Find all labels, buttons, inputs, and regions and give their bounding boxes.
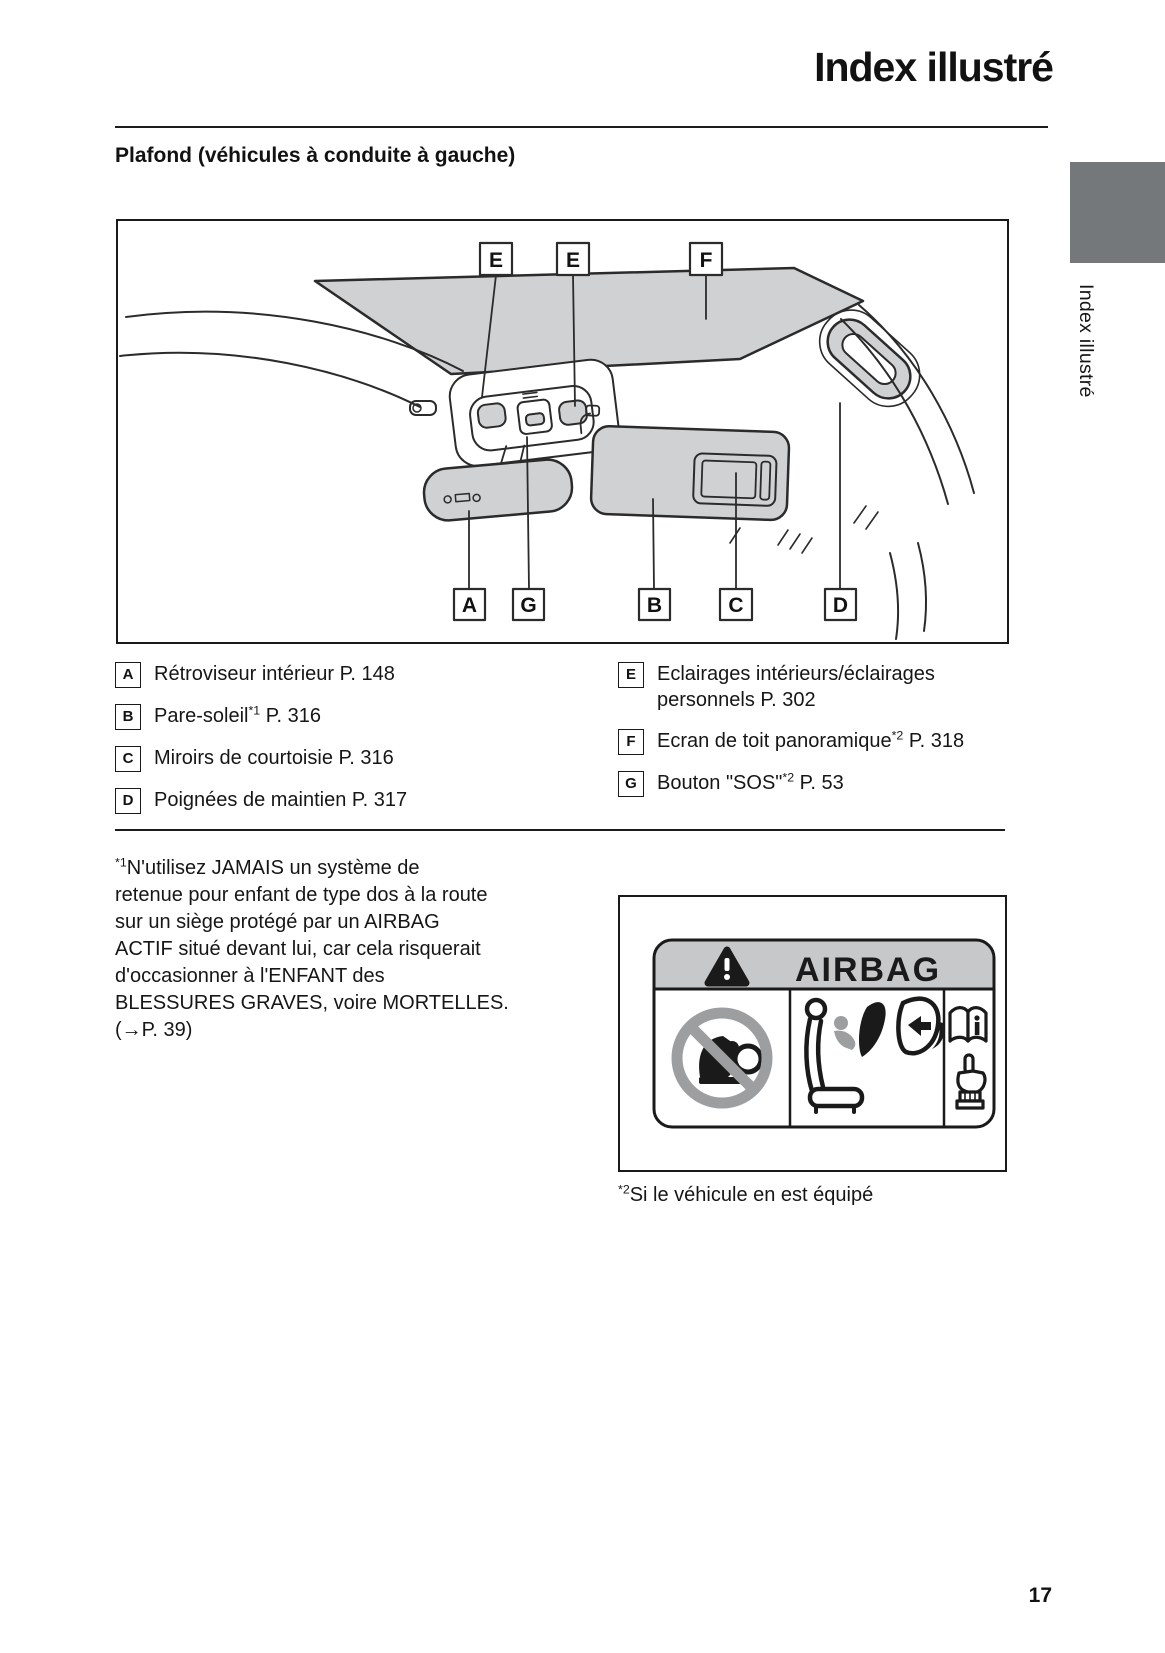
airbag-label-title: AIRBAG (794, 951, 942, 989)
sos-button (525, 413, 544, 426)
callout-letter-D: D (832, 594, 849, 617)
legend-key-f: F (618, 729, 644, 755)
ceiling-diagram-figure (116, 219, 1009, 644)
legend-item-c (115, 745, 585, 772)
legend-item-e (618, 661, 1010, 713)
legend-key-c: C (115, 746, 141, 772)
callout-letter-C: C (728, 594, 744, 617)
legend-text-c: Miroirs de courtoisie P. 316 (154, 747, 394, 769)
legend-right-column (618, 661, 1010, 797)
interior-light-right (558, 400, 588, 426)
callout-letter-E: E (565, 249, 581, 272)
legend-item-b (115, 703, 585, 730)
footnote-1: $^{*1}$N'utilisez JAMAIS un système de retenue pour enfant de type dos à la route sur un siège protégé par un AIRBAG ACTIF situé devant lui, car cela risquerait d'occasionner à l'ENFANT des BLESSURES GRAVES, voire MORTELLES. (→P. 39) (115, 855, 509, 1041)
legend-text-g: Bouton "SOS"$^{*2}$ P. 53 (657, 770, 844, 794)
page-title: Index illustré (814, 44, 1053, 90)
pillar-trim-line (890, 553, 898, 639)
callout-letter-G: G (520, 594, 537, 617)
airbag-warning-label (620, 897, 1005, 1170)
panoramic-roof-screen (315, 268, 863, 374)
callout-letter-E: E (488, 249, 504, 272)
legend-text-d: Poignées de maintien P. 317 (154, 789, 408, 811)
chapter-tab (1070, 162, 1165, 263)
pillar-trim-line (918, 543, 926, 631)
callout-letter-F: F (699, 249, 713, 272)
legend-key-a: A (115, 662, 141, 688)
legend-divider-rule (115, 829, 1005, 831)
legend-key-g: G (618, 771, 644, 797)
a-pillar-line (859, 305, 974, 493)
legend-item-d (115, 787, 585, 814)
legend-item-a (115, 661, 585, 688)
legend-key-d: D (115, 788, 141, 814)
legend-item-f (618, 728, 1010, 755)
headliner-edge-line (120, 353, 420, 407)
legend-left-column (115, 661, 585, 814)
section-heading: Plafond (véhicules à conduite à gauche) (115, 144, 516, 167)
callout-letter-A: A (461, 594, 478, 617)
legend-key-b: B (115, 704, 141, 730)
page-number: 17 (1028, 1584, 1052, 1607)
legend-text-a: Rétroviseur intérieur P. 148 (154, 663, 395, 685)
ceiling-diagram (118, 221, 1007, 642)
header-rule (115, 126, 1048, 128)
interior-light-left (477, 403, 507, 429)
legend-text-e: Eclairages intérieurs/éclairages personnels P. 302 (657, 663, 935, 711)
legend-item-g (618, 770, 1010, 797)
callout-letter-B: B (646, 594, 663, 617)
airbag-warning-figure (618, 895, 1007, 1172)
footnote-2: $^{*2}$Si le véhicule en est équipé (618, 1182, 874, 1206)
chapter-tab-label: Index illustré (1075, 284, 1097, 398)
legend-text-f: Ecran de toit panoramique$^{*2}$ P. 318 (657, 728, 965, 752)
legend-key-e: E (618, 662, 644, 688)
legend-text-b: Pare-soleil$^{*1}$ P. 316 (154, 703, 322, 727)
